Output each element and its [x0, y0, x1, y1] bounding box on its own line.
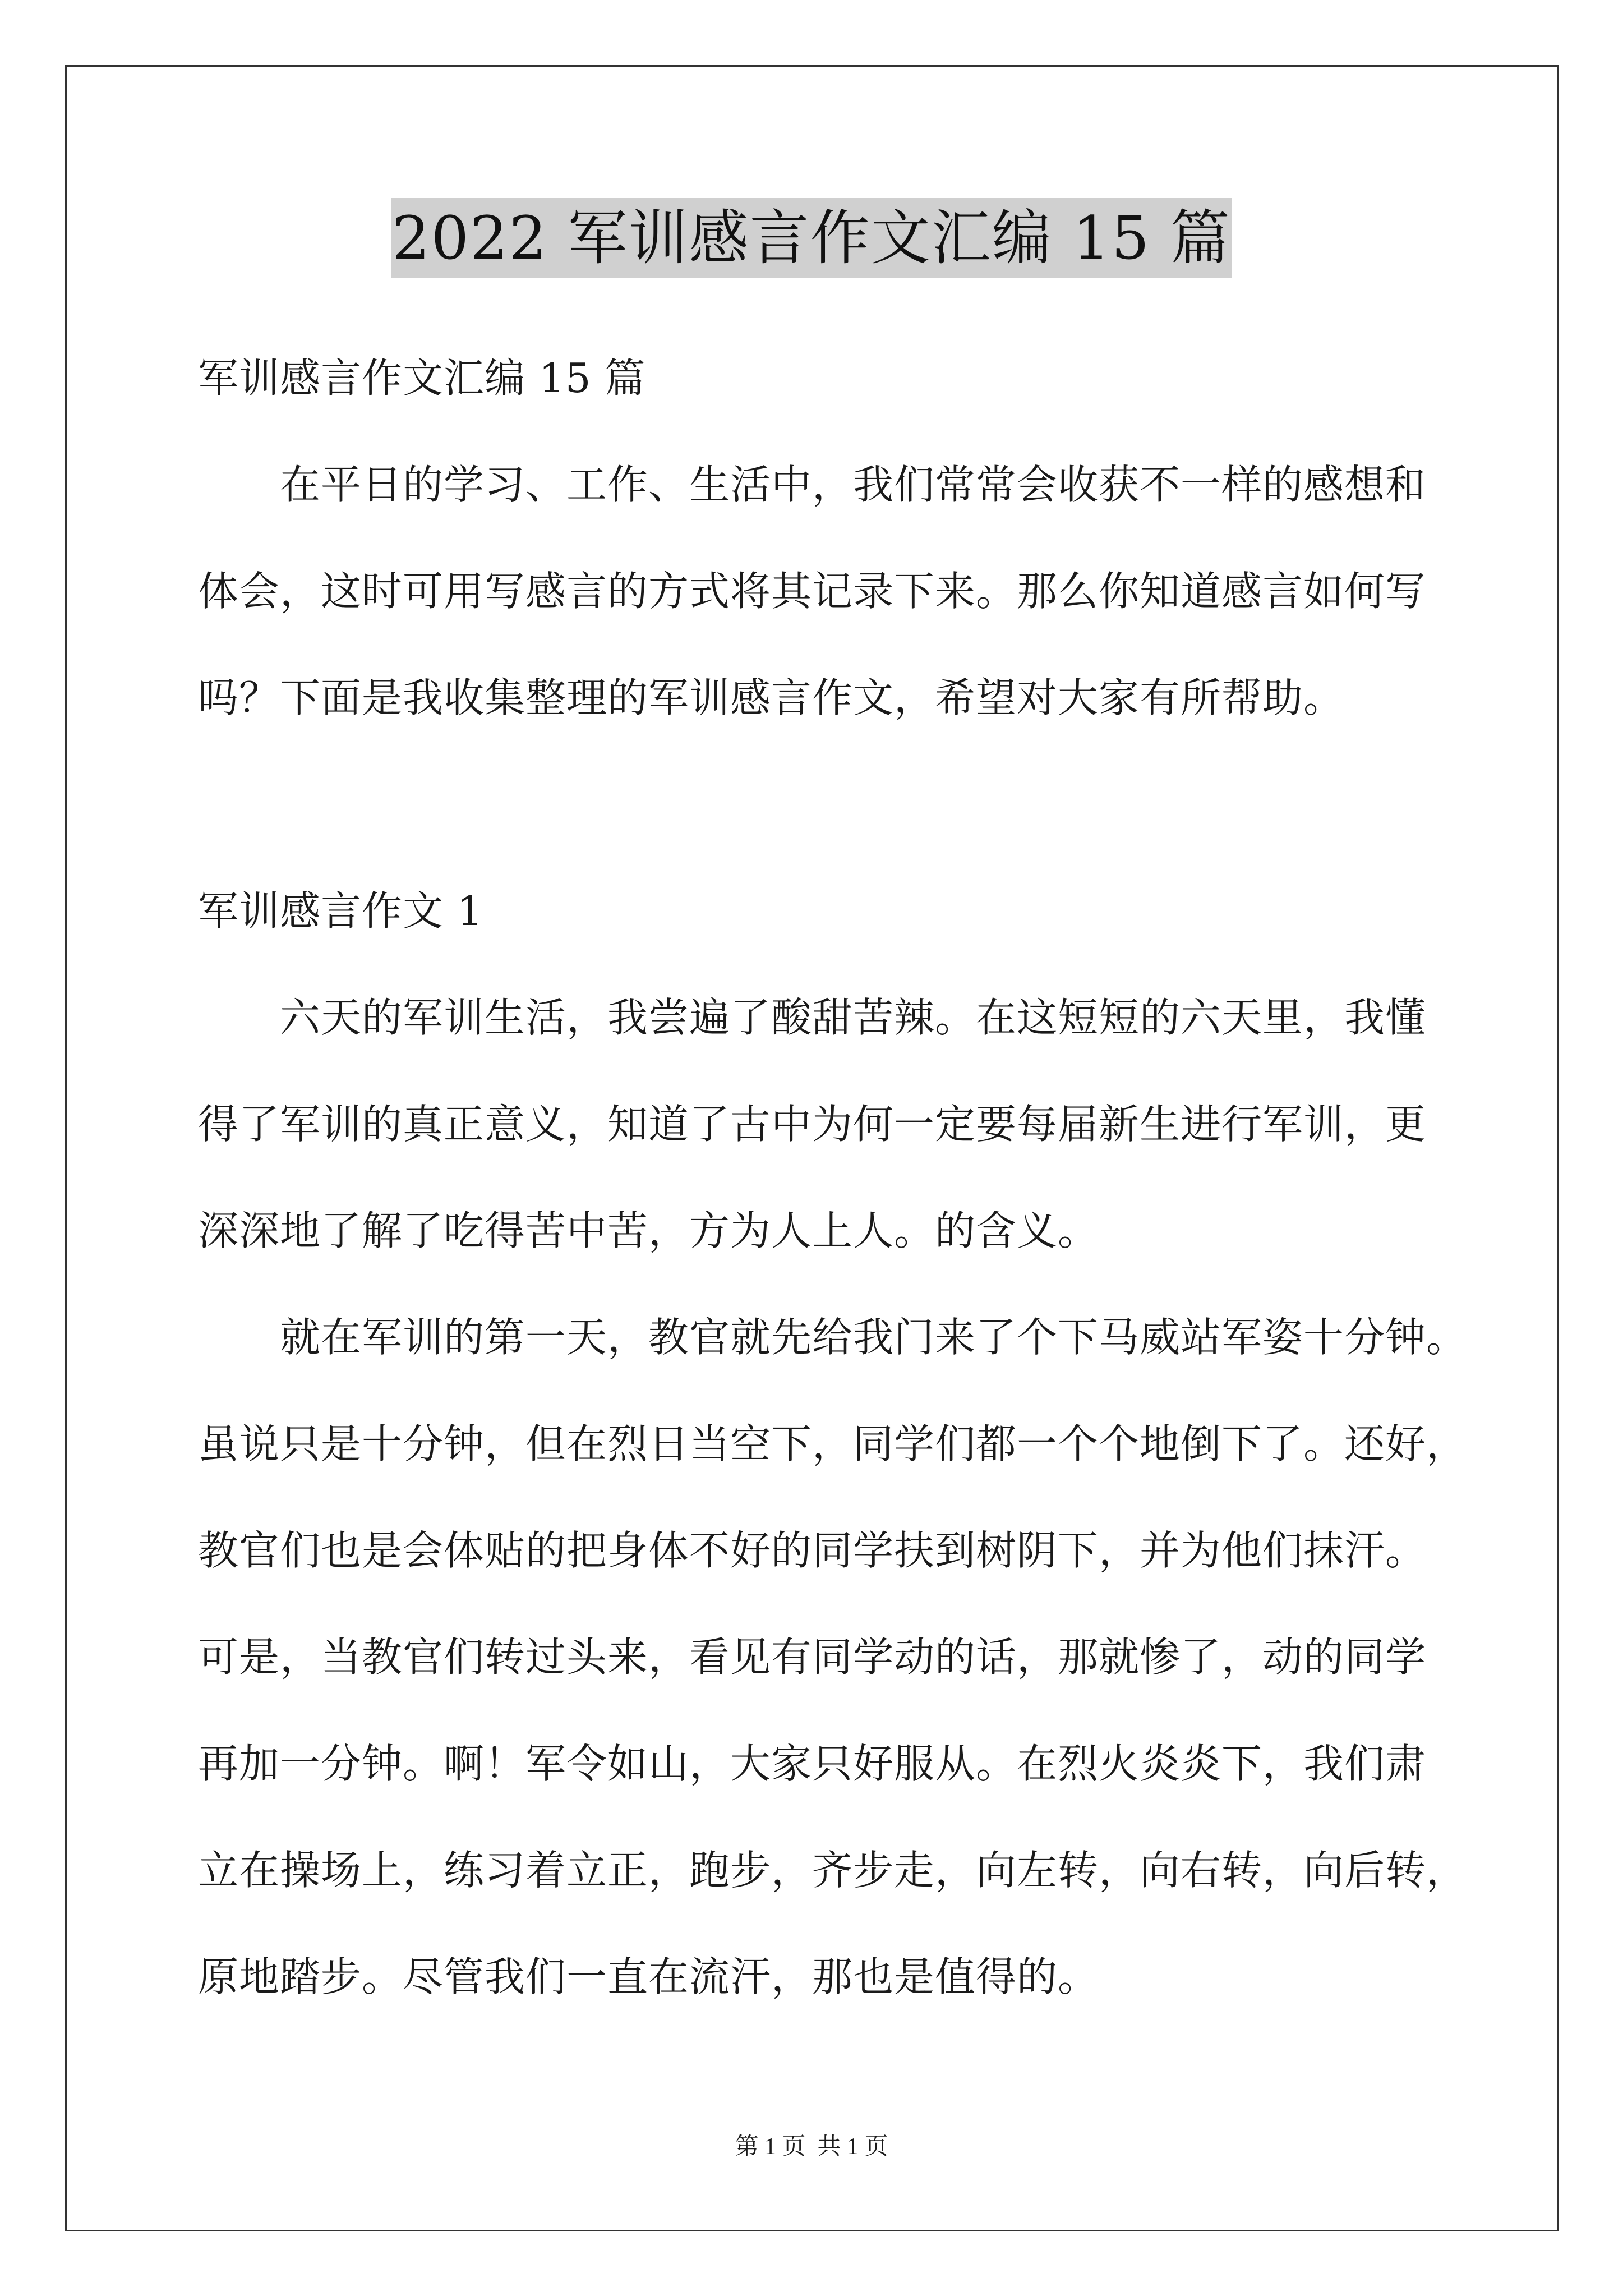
paragraph-line: 就在军训的第一天，教官就先给我门来了个下马威站军姿十分钟。 — [280, 1314, 1468, 1361]
body-paragraph-1 — [198, 964, 1555, 1284]
paragraph-line: 可是，当教官们转过头来，看见有同学动的话，那就惨了，动的同学 — [198, 1634, 1427, 1681]
document-body — [198, 325, 1555, 2030]
paragraph-line: 立在操场上，练习着立正，跑步，齐步走，向左转，向右转，向后转， — [198, 1847, 1468, 1894]
document-subtitle: 军训感言作文汇编 15 篇 — [198, 355, 646, 402]
intro-line: 在平日的学习、工作、生活中，我们常常会收获不一样的感想和 — [280, 461, 1427, 508]
intro-line: 体会，这时可用写感言的方式将其记录下来。那么你知道感言如何写 — [198, 568, 1427, 615]
paragraph-line: 虽说只是十分钟，但在烈日当空下，同学们都一个个地倒下了。还好， — [198, 1420, 1468, 1467]
page-footer: 第 1 页 共 1 页 — [735, 2134, 888, 2160]
paragraph-line: 得了军训的真正意义，知道了古中为何一定要每届新生进行军训，更 — [198, 1101, 1427, 1148]
paragraph-line: 六天的军训生活，我尝遍了酸甜苦辣。在这短短的六天里，我懂 — [280, 994, 1427, 1041]
title-area — [0, 198, 1623, 278]
intro-paragraph — [198, 431, 1555, 751]
paragraph-line: 深深地了解了吃得苦中苦，方为人上人。的含义。 — [198, 1207, 1099, 1254]
body-paragraph-2 — [198, 1284, 1555, 2030]
document-title: 2022 军训感言作文汇编 15 篇 — [391, 198, 1232, 278]
paragraph-line: 原地踏步。尽管我们一直在流汗，那也是值得的。 — [198, 1953, 1099, 2000]
paragraph-line: 教官们也是会体贴的把身体不好的同学扶到树阴下，并为他们抹汗。 — [198, 1527, 1427, 1574]
section-heading: 军训感言作文 1 — [198, 887, 483, 935]
paragraph-line: 再加一分钟。啊！军令如山，大家只好服从。在烈火炎炎下，我们肃 — [198, 1740, 1427, 1787]
intro-line: 吗？下面是我收集整理的军训感言作文，希望对大家有所帮助。 — [198, 674, 1345, 721]
